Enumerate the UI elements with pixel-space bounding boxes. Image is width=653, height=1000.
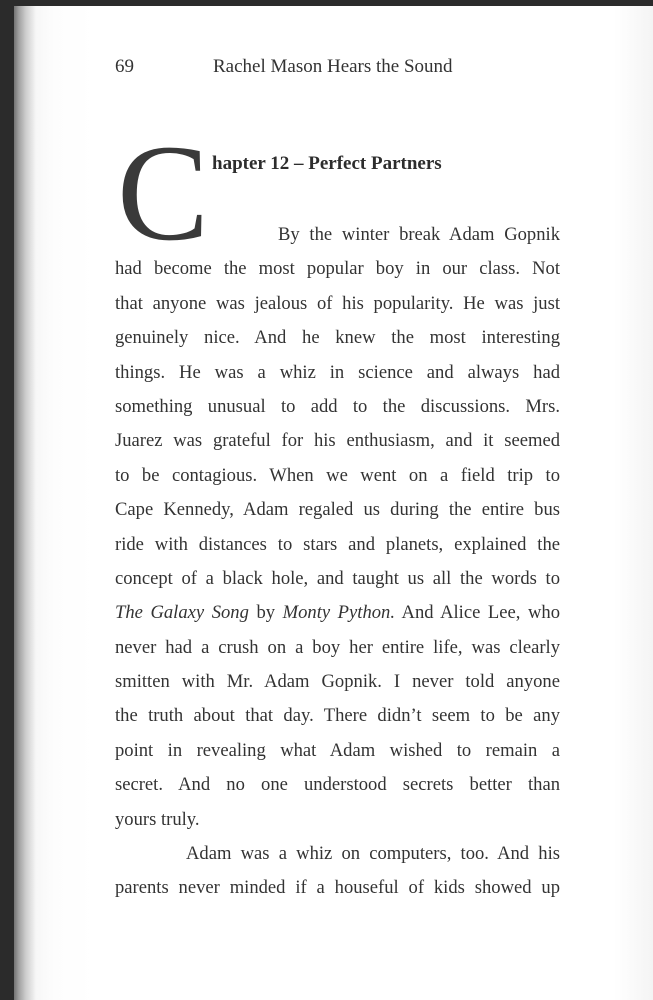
text-line: to be contagious. When we went on a field trip to — [115, 464, 560, 486]
gutter-shadow — [14, 6, 36, 1000]
text-line: Cape Kennedy, Adam regaled us during the entire bus — [115, 499, 560, 521]
text-line: that anyone was jealous of his popularity. He was just — [115, 292, 560, 314]
text-line: point in revealing what Adam wished to remain a — [115, 739, 560, 761]
chapter-heading: hapter 12 – Perfect Partners — [212, 153, 442, 174]
drop-cap: C — [117, 116, 210, 269]
running-title: Rachel Mason Hears the Sound — [213, 56, 453, 77]
text-line: secret. And no one understood secrets better than — [115, 774, 560, 796]
text-fragment: by — [248, 602, 283, 624]
text-line: the truth about that day. There didn’t seem to be any — [115, 705, 560, 727]
text-line: parents never minded if a houseful of kids showed up — [115, 877, 560, 899]
text-line: something unusual to add to the discussions. Mrs. — [115, 395, 560, 417]
text-line: Juarez was grateful for his enthusiasm, and it seemed — [115, 430, 560, 452]
text-line — [115, 596, 560, 630]
italic-name: Monty Python. — [282, 602, 395, 624]
text-line: concept of a black hole, and taught us all the words to — [115, 567, 560, 589]
text-line: Adam was a whiz on computers, too. And his — [186, 843, 560, 865]
text-line: smitten with Mr. Adam Gopnik. I never told anyone — [115, 671, 560, 693]
page-number: 69 — [115, 56, 134, 77]
italic-title: The Galaxy Song — [115, 602, 249, 624]
text-line: By the winter break Adam Gopnik — [278, 224, 560, 245]
page-header — [14, 56, 653, 86]
text-line: ride with distances to stars and planets, explained the — [115, 533, 560, 555]
text-line: yours truly. — [115, 808, 200, 830]
text-line: had become the most popular boy in our class. Not — [115, 258, 560, 280]
text-line: genuinely nice. And he knew the most interesting — [115, 327, 560, 349]
text-line: never had a crush on a boy her entire life, was clearly — [115, 636, 560, 658]
text-fragment: And Alice Lee, who — [394, 602, 560, 624]
page — [14, 6, 653, 1000]
body-text — [115, 218, 560, 906]
text-line: things. He was a whiz in science and always had — [115, 361, 560, 383]
